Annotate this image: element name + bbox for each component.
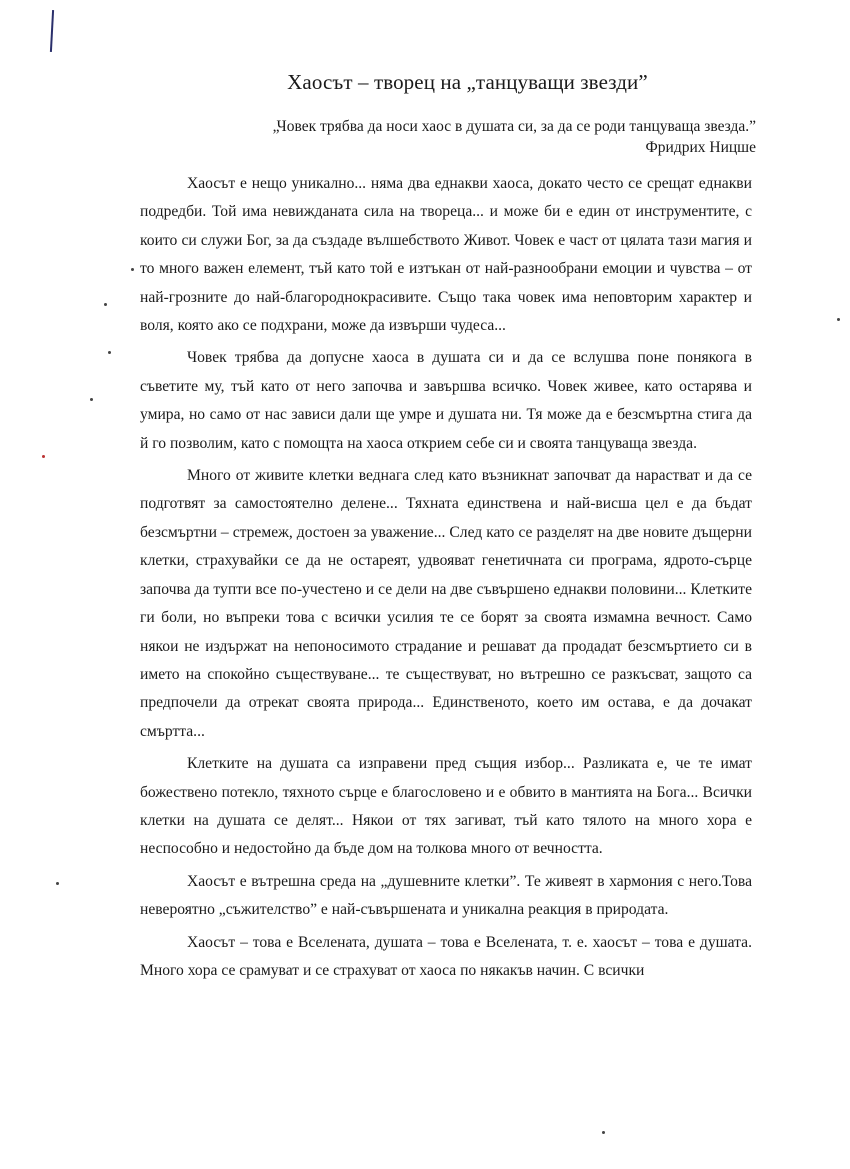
scan-speck — [602, 1131, 605, 1134]
paragraph: Хаосът е вътрешна среда на „душевните клетки”. Те живеят в хармония с него.Това невероятно „съжителство” е най-съвършената и уникална реакция в природата. — [140, 872, 752, 919]
scan-speck — [90, 398, 93, 401]
scan-speck — [42, 455, 45, 458]
paragraph: Клетките на душата са изправени пред същия избор... Разликата е, че те имат божествено потекло, тяхното сърце е благословено и е обвито в мантията на Бога... Всички клетки на душата се делят... Някои от тях загиват, тъй като тялото на много хора е неспособно и недостойно да бъде дом на толкова много от вечността. — [140, 755, 752, 858]
paragraph: Много от живите клетки веднага след като възникнат започват да нарастват и да се подготвят за самостоятелно делене... Тяхната единствена и най-висша цел е да бъдат безсмъртни – стремеж, достоен за уважение... След като се разделят на две новите дъщерни клетки, страхувайки се да не остареят, удвояват генетичната си програма, ядрото-сърце започва да тупти все по-учестено и се дели на две съвършено еднакви половини... Клетките ги боли, но въпреки това с всички усилия те се борят за своята измамна вечност. Само някои не издържат на непоносимото страдание и решават да продадат безсмъртието си в името на спокойно съществуване... те съществуват, но вътрешно се разкъсват, защото са предпочели да отрекат своята природа... Единственото, което им остава, е да дочакат смъртта... — [140, 467, 752, 740]
scan-speck — [837, 318, 840, 321]
paragraph: Хаосът е нещо уникално... няма два еднакви хаоса, докато често се срещат еднакви подредби. Той има невижданата сила на твореца... и може би е един от инструментите, с които си служи Бог, за да създаде вълшебството Живот. Човек е част от цялата тази магия и то много важен елемент, тъй като той е изтъкан от най-разнообрани емоции и чувства – от най-грозните до най-благороднокрасивите. Също така човек има неповторим характер и воля, която ако се подхрани, може да извърши чудеса... — [140, 175, 752, 335]
essay-title: Хаосът – творец на „танцуващи звезди” — [287, 70, 648, 94]
scan-speck — [108, 351, 111, 354]
essay-body — [140, 170, 752, 989]
scan-speck — [56, 882, 59, 885]
scan-speck — [131, 268, 134, 271]
paragraph: Хаосът – това е Вселената, душата – това е Вселената, т. е. хаосът – това е душата. Много хора се срамуват и се страхуват от хаоса по някакъв начин. С всички — [140, 933, 752, 979]
epigraph-author: Фридрих Ницше — [645, 139, 756, 156]
epigraph — [156, 116, 756, 158]
paragraph: Човек трябва да допусне хаоса в душата си и да се вслушва поне понякога в съветите му, тъй като от него започва и завършва всичко. Човек живее, като остарява и умира, но само от нас зависи дали ще умре и душата ни. Тя може да е безсмъртна стига да й го позволим, като с помощта на хаоса открием себе си и своята танцуваща звезда. — [140, 349, 752, 452]
scan-speck — [104, 303, 107, 306]
pen-margin-mark — [50, 10, 54, 52]
epigraph-quote: „Човек трябва да носи хаос в душата си, за да се роди танцуваща звезда.” — [272, 118, 756, 135]
